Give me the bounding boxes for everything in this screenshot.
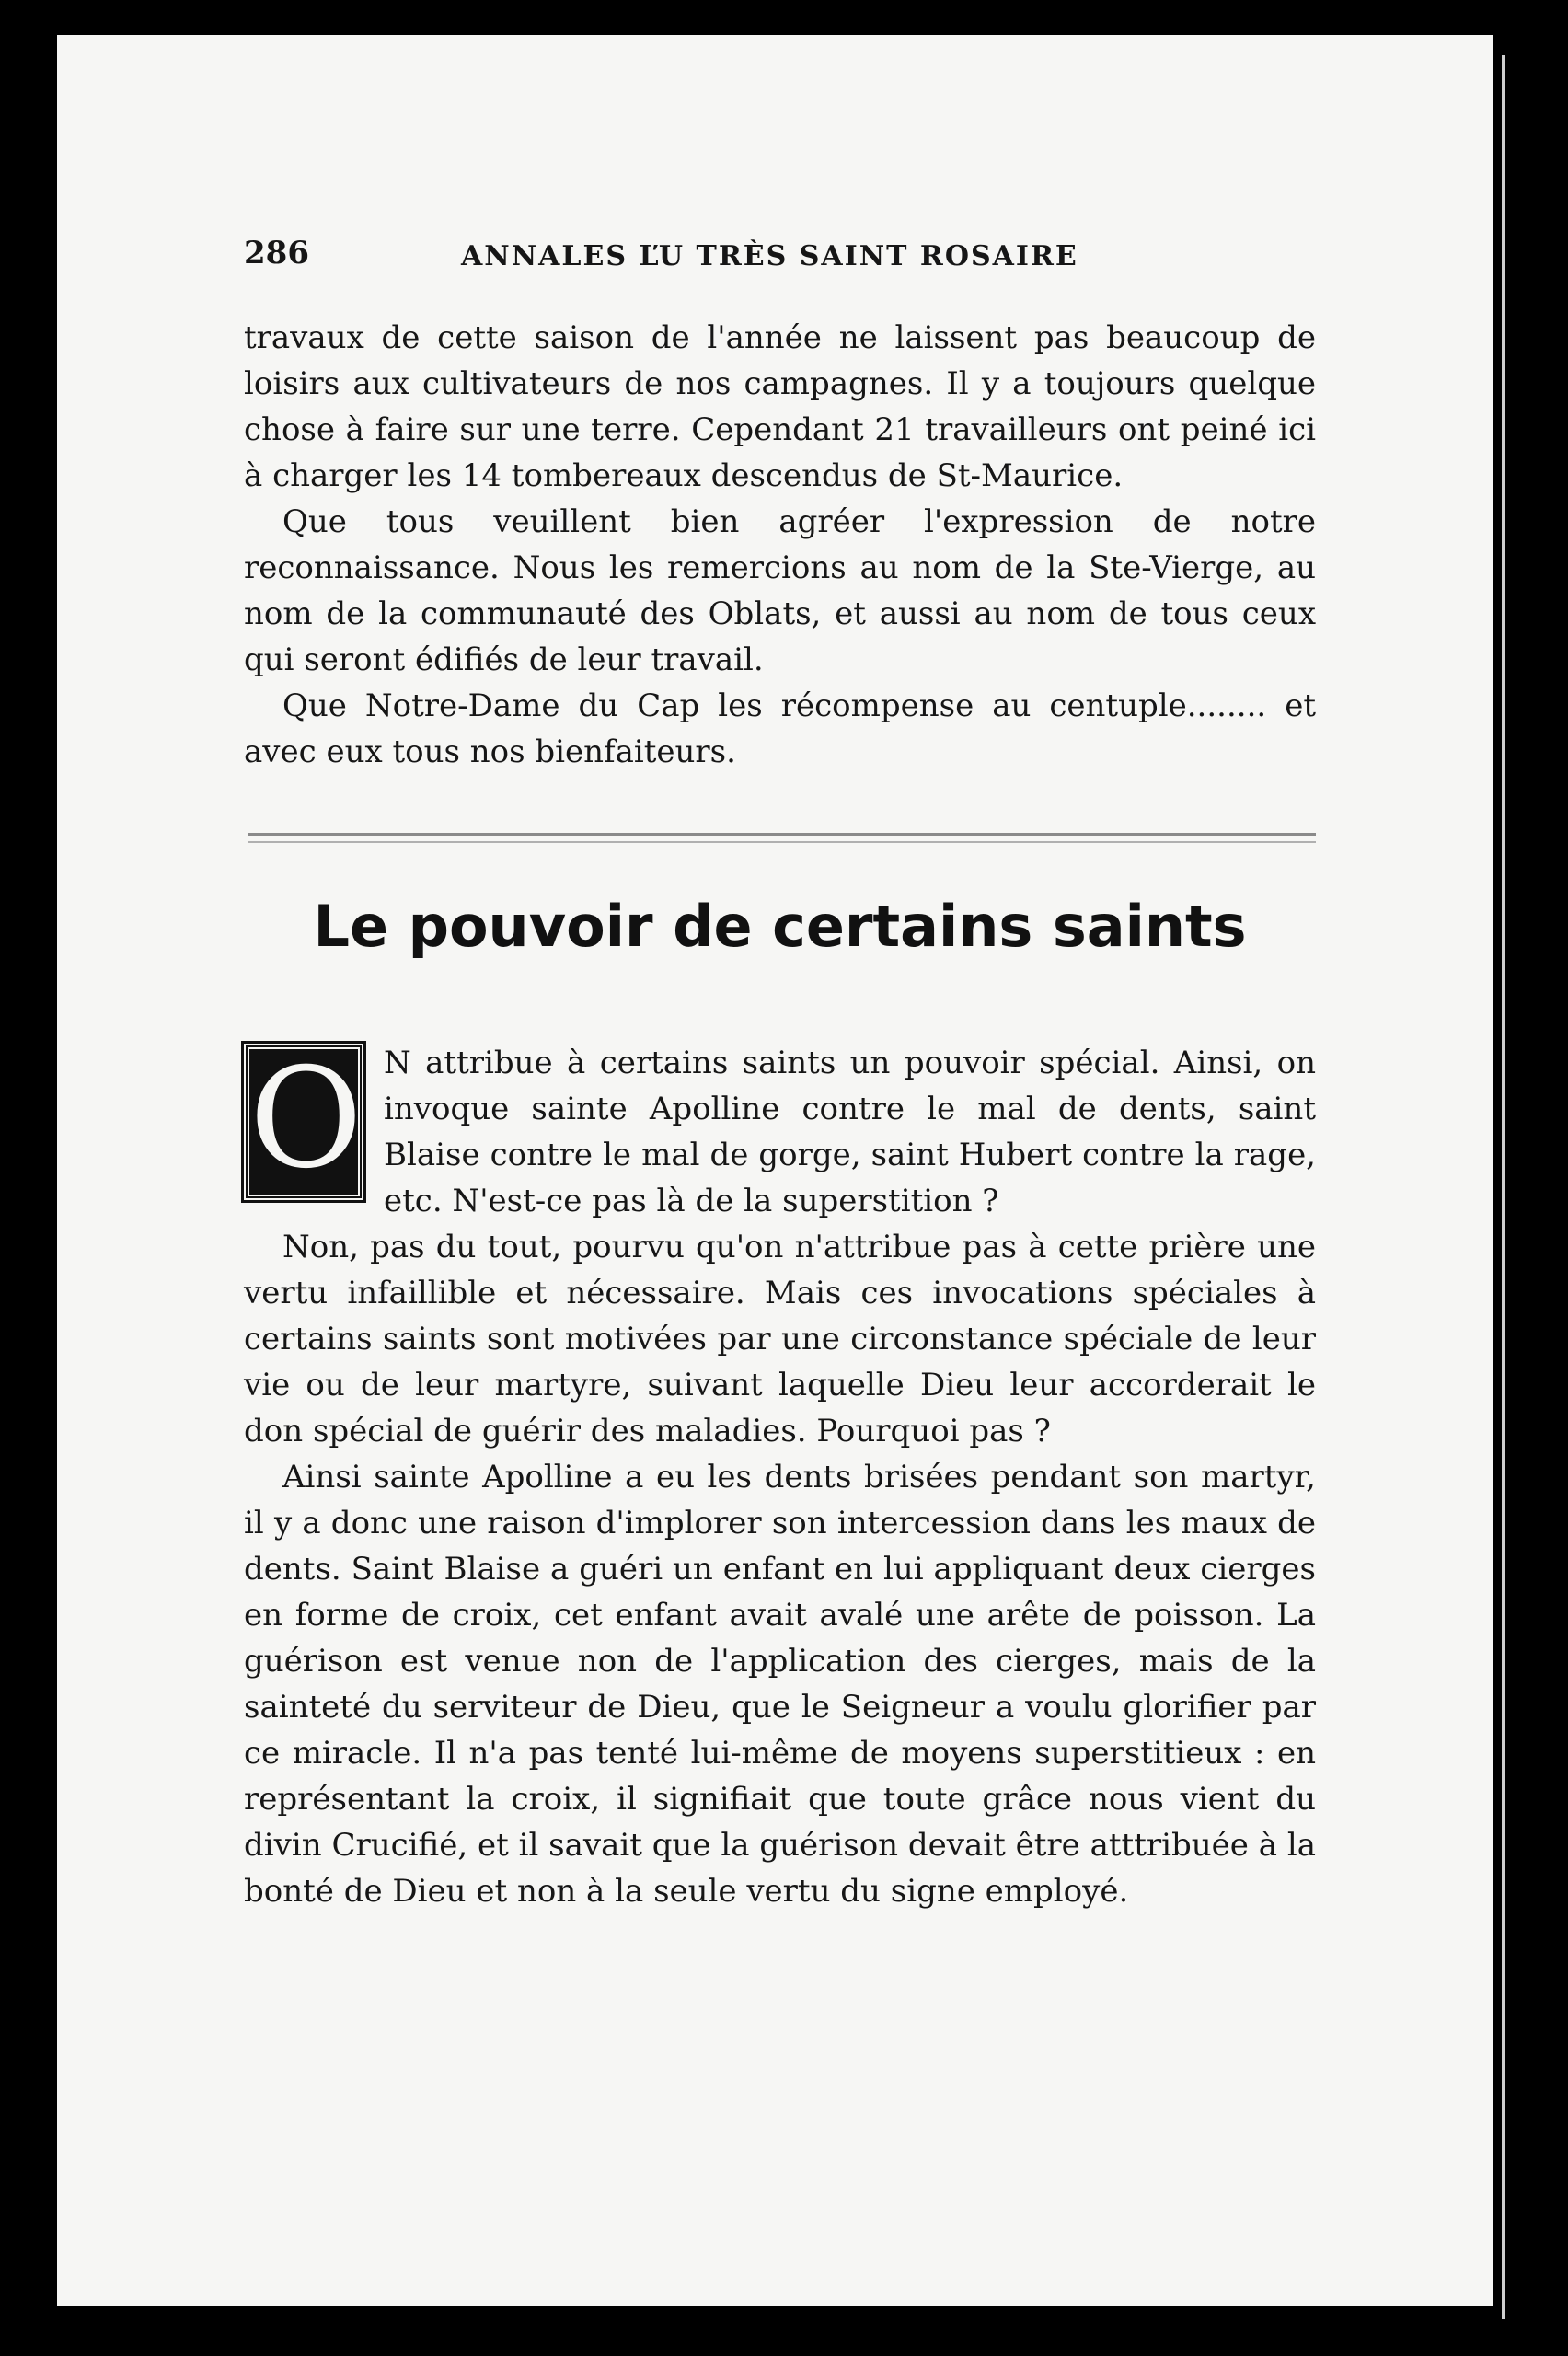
section-divider — [248, 841, 1316, 843]
paragraph: Que Notre-Dame du Cap les récompense au centuple........ et avec eux tous nos bienfaiteurs. — [244, 687, 1316, 770]
article-title: Le pouvoir de certains saints — [313, 893, 1247, 960]
paragraph — [244, 1040, 1316, 1224]
paragraph-text: N attribue à certains saints un pouvoir spécial. Ainsi, on invoque sainte Apolline contre le mal de dents, saint Blaise contre le mal de gorge, saint Hubert contre la rage, etc. N'est-ce pas là de la superstition ? — [384, 1045, 1316, 1219]
paragraph: Non, pas du tout, pourvu qu'on n'attribue pas à cette prière une vertu infaillible et nécessaire. Mais ces invocations spéciales à certains saints sont motivées par une circonstance spéciale de leur vie ou de leur martyre, suivant laquelle Dieu leur accorderait le don spécial de guérir des maladies. Pourquoi pas ? — [244, 1229, 1316, 1449]
page-number: 286 — [244, 235, 309, 271]
paragraph: Que tous veuillent bien agréer l'expression de notre reconnaissance. Nous les remercions au nom de la Ste-Vierge, au nom de la communauté des Oblats, et aussi au nom de tous ceux qui seront édifiés de leur travail. — [244, 503, 1316, 678]
facing-page-edge — [1502, 55, 1505, 2319]
paragraph: Ainsi sainte Apolline a eu les dents brisées pendant son martyr, il y a donc une raison d'implorer son intercession dans les maux de dents. Saint Blaise a guéri un enfant en lui appliquant deux cierges en forme de croix, cet enfant avait avalé une arête de poisson. La guérison est venue non de l'application des cierges, mais de la sainteté du serviteur de Dieu, que le Seigneur a voulu glorifier par ce miracle. Il n'a pas tenté lui-même de moyens superstitieux : en représentant la croix, il signifiait que toute grâce nous vient du divin Crucifié, et il savait que la guérison devait être atttribuée à la bonté de Dieu et non à la seule vertu du signe employé. — [244, 1459, 1316, 1910]
section-divider — [248, 833, 1316, 836]
continuation-text — [244, 315, 1316, 775]
page-header — [244, 235, 1330, 290]
running-head: ANNALES ĽU TRÈS SAINT ROSAIRE — [461, 240, 1078, 272]
paragraph: travaux de cette saison de l'année ne laissent pas beaucoup de loisirs aux cultivateurs de nos campagnes. Il y a toujours quelque chose à faire sur une terre. Cependant 21 travailleurs ont peiné ici à charger les 14 tombereaux descendus de St-Maurice. — [244, 319, 1316, 494]
article-body — [244, 1040, 1316, 1914]
drop-cap: O — [244, 1044, 363, 1200]
